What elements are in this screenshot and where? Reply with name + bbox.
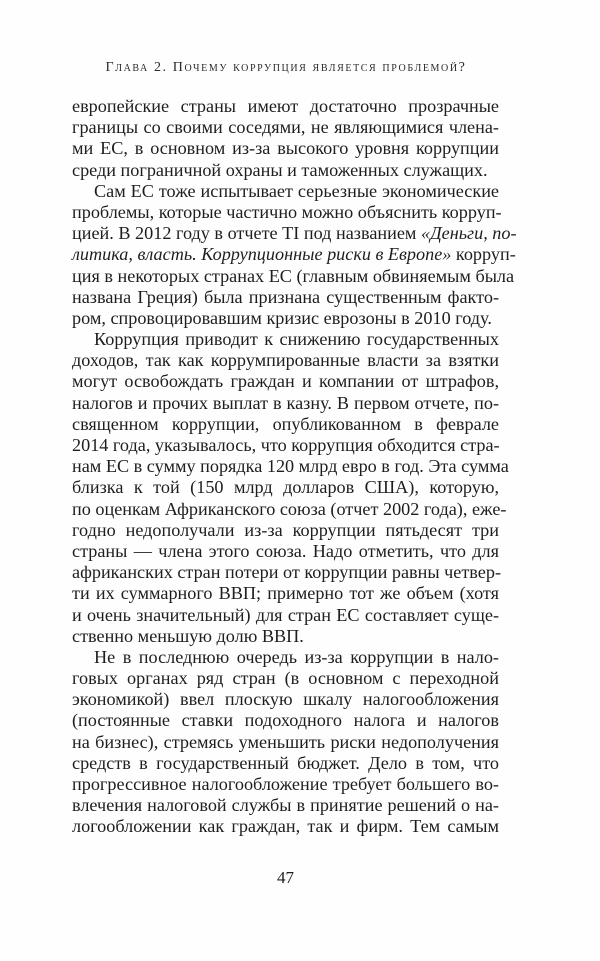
text-line: экономикой) ввел плоскую шкалу налогообложения [72,689,499,710]
body-text [72,96,517,838]
text-line [72,244,516,265]
text-line: средств в государственный бюджет. Дело в том, что [72,752,499,773]
text-line: ми ЕС, в основном из-за высокого уровня коррупции [72,138,499,159]
text-line: священном коррупции, опубликованном в феврале [72,413,499,434]
text-line: логообложении как граждан, так и фирм. Тем самым [72,816,499,837]
text-line: африканских стран потери от коррупции равны четвер- [72,562,502,583]
text-line: среди пограничной охраны и таможенных служащих. [72,159,488,180]
text-line: Не в последнюю очередь из-за коррупции в нало- [94,646,499,667]
text-line: близка к той (150 млрд долларов США), которую, [72,477,499,498]
paragraph [72,180,517,329]
paragraph [72,647,499,838]
text-line: по оценкам Африканского союза (отчет 2002 года), еже- [72,498,507,519]
text-span: корруп- [451,244,516,265]
page-number: 47 [277,868,294,887]
text-line: ром, спровоцировавшим кризис еврозоны в 2010 году. [72,307,492,328]
text-line [72,223,517,244]
italic-title: литика, власть. Коррупционные риски в Европе» [72,244,452,265]
text-line: годно недополучали из-за коррупции пятьдесят три [72,519,499,540]
text-line: проблемы, которые частично можно объяснить корруп- [72,201,502,222]
text-line: доходов, так как коррумпированные власти за взятки [72,350,499,371]
text-line: названа Греция) была признана существенным факто- [72,286,499,307]
text-line: говых органах ряд стран (в основном с переходной [72,668,499,689]
paragraph [72,96,499,181]
text-line: прогрессивное налогообложение требует большего во- [72,774,499,794]
text-line: и очень значительный) для стран ЕС составляет суще- [72,604,499,625]
text-line: 2014 года, указывалось, что коррупция обходится стра- [72,435,500,455]
text-line: ственно меньшую долю ВВП. [72,625,304,646]
text-line: влечения налоговой службы в принятие решений о на- [72,795,499,816]
text-line: границы со своими соседями, не являющимися члена- [72,117,499,138]
text-line: ти их суммарного ВВП; примерно тот же объем (хотя [72,583,499,604]
paragraph [72,329,509,647]
text-line: (постоянные ставки подоходного налога и налогов [72,710,499,731]
text-line: европейские страны имеют достаточно прозрачные [72,96,499,116]
text-line: страны — члена этого союза. Надо отметить, что для [72,540,499,561]
text-line: налогов и прочих выплат в казну. В первом отчете, по- [72,392,499,413]
text-span: цией. В 2012 году в отчете TI под названием [72,223,421,244]
text-line: могут освобождать граждан и компании от штрафов, [72,371,499,392]
text-line: на бизнес), стремясь уменьшить риски недополучения [72,731,499,752]
running-header: Глава 2. Почему коррупция является проблемой? [105,60,467,75]
text-line: нам ЕС в сумму порядка 120 млрд евро в год. Эта сумма [72,456,509,477]
text-line: Коррупция приводит к снижению государственных [94,329,499,350]
text-line: Сам ЕС тоже испытывает серьезные экономические [94,180,499,201]
italic-title: «Деньги, по- [420,223,517,244]
text-line: ция в некоторых странах ЕС (главным обвиняемым была [72,265,515,286]
